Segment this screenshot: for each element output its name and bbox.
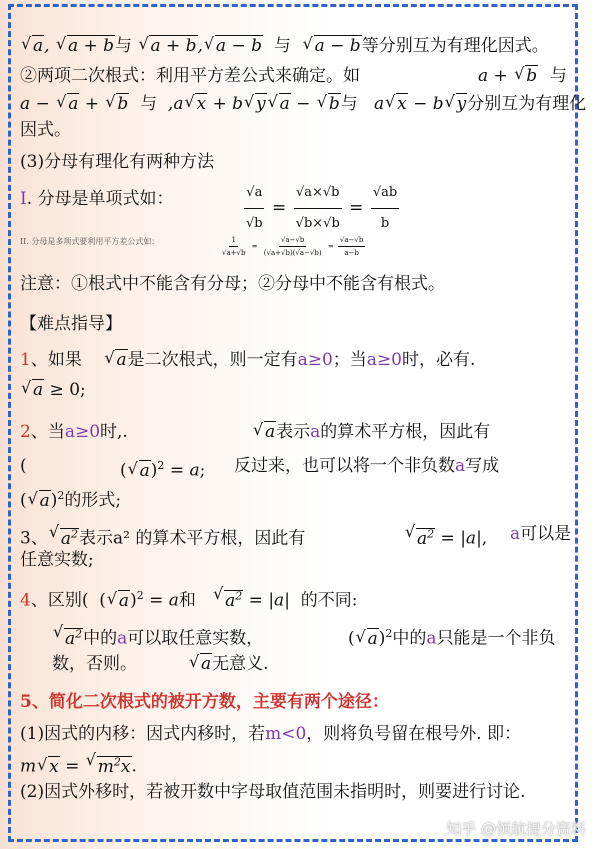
math-sqrt-a: √ a [21, 34, 44, 56]
line-14: ( √ a)$^2$的形式; [20, 488, 122, 511]
line-10: 1、如果 √ a是二次根式，则一定有a≥0；当a≥0时，必有. [20, 348, 476, 370]
text-1b: 是二次根式，则一定有 [127, 350, 298, 370]
line-21 [20, 722, 574, 746]
text-yu-2: 与 [273, 36, 291, 56]
item-number-1: 1 [20, 350, 31, 370]
text-yu-4: 与 [140, 94, 158, 114]
line-17: 4、区别( ( √ a)$^2$ = a和 √ $a^2 = |a|$ 的不同: [20, 584, 358, 611]
formula-polynomial: $\frac{1}{√a+√b}$ = $\frac{√a-√b}{(√a+√b)(√a-√b)}$ = $\frac{√a-√b}{a-b}$ [222, 236, 364, 257]
text-reverse [234, 454, 499, 478]
text-5f: 只能是一个非负 [436, 628, 556, 649]
section-simplify-radicand: 5、简化二次根式的被开方数，主要有两个途径： [20, 692, 389, 712]
item-number-2: 2 [20, 422, 31, 442]
text-5e: a [426, 628, 437, 649]
math-sqrt-a-plus-b: √ a + b [55, 34, 115, 56]
text-3c2: a [510, 524, 521, 544]
line-16 [20, 548, 574, 572]
text-3b2: 表示a² 的算术平方根，因此有 [78, 528, 306, 549]
line-4 [20, 118, 574, 142]
text-line1-rest: 等分别互为有理化因式。 [361, 36, 549, 56]
text-6a: 数，否则。 [52, 654, 137, 674]
formula-monomial: $\frac{√a}{√b}$ = $\frac{√a\times√b}{√b\times√b}$ = $\frac{√ab}{b}$ [242, 178, 401, 239]
text-5c: 可以取任意实数， [127, 628, 264, 649]
text-3b: 反过来，也可以将一个非负数 [234, 456, 455, 476]
text-yu-3: 与 [550, 66, 567, 86]
text-notice: 注意：①根式中不能含有分母；②分母中不能含有根式。 [20, 274, 445, 294]
text-5b: a [117, 628, 128, 649]
text-1a: 、如果 [30, 350, 82, 370]
line-1: √ a, √ a + b与 √ a + b, √ a − b 与 √ a − b等分别互为有理化因式。 [21, 34, 549, 56]
text-4a: 、区别( [30, 590, 89, 611]
math-sqrt-a-plus-b-2: √ a + b [138, 34, 197, 56]
line-2 [20, 64, 574, 88]
item-number-4: 4 [20, 590, 31, 611]
line-9 [20, 312, 574, 336]
text-5a: 中的 [83, 628, 118, 649]
text-2d: 表示 [276, 422, 311, 442]
text-1c: a≥0 [297, 350, 333, 370]
text-7b: m<0 [265, 724, 307, 744]
text-3d: 写成 [465, 456, 500, 476]
math-sqrt-a2-eq-abs: √ $a^2 = |a|$, [405, 522, 488, 549]
text-2e: a [310, 422, 321, 442]
line-12: 2、当a≥0时,. √ a表示a的算术平方根，因此有 [20, 420, 491, 442]
watermark: 知乎 @领航提分资料 [446, 820, 586, 838]
text-polynomial-denominator: II. 分母是多项式要利用平方差公式如： [20, 237, 160, 246]
line-20 [20, 690, 574, 714]
line-13 [20, 454, 574, 481]
text-3c: a [455, 456, 466, 476]
text-2b: a≥0 [64, 422, 101, 442]
line-19: 数，否则。 √ a无意义. [52, 652, 269, 674]
text-1e: a≥0 [366, 350, 402, 370]
line-23 [20, 780, 574, 804]
text-rationalize-methods: (3)分母有理化有两种方法 [20, 152, 215, 172]
text-1d: ；当 [332, 350, 367, 370]
section-difficulty-guide: 【难点指导】 [20, 314, 122, 334]
text-4b: 和 [178, 590, 196, 611]
line-6 [20, 184, 574, 231]
text-yu: 与 [115, 36, 133, 56]
line-18: √ $a^2$中的a可以取任意实数， ( √ a)$^2$中的a只能是一个非负 [53, 622, 556, 649]
text-factor-out: (2)因式外移时，若被开数中字母取值范围未指明时，则要进行讨论. [20, 782, 526, 802]
line-15: 3、 √ $a^2$表示a² 的算术平方根，因此有 √ $a^2 = |a|$, a可以是 [20, 522, 572, 549]
math-sqrt-a-squared-eq-a: ( √ a)$^2$ = a; [120, 458, 206, 481]
line-22: m √ x = √ $m^2x$. [20, 750, 137, 777]
text-two-terms: ②两项二次根式：利用平方差公式来确定。如 [20, 66, 360, 86]
text-yinshi: 因式。 [20, 120, 71, 140]
item-number-3: 3、 [20, 528, 48, 549]
text-line3-rest: 分别互为有理化 [467, 94, 587, 114]
text-7c: ，则将负号留在根号外. 即： [306, 724, 522, 744]
text-any-real: 任意实数; [20, 550, 94, 570]
line-5 [20, 150, 574, 174]
line-8 [20, 272, 574, 296]
text-3a: ( [20, 456, 27, 476]
text-4c: 的不同: [300, 590, 358, 611]
text-form: 的形式; [64, 490, 122, 511]
math-sqrt-a-minus-b-2: √ a − b [302, 34, 361, 56]
line-11: √ a ≥ 0; [21, 378, 86, 400]
text-2c: 时,. [100, 422, 128, 442]
text-7a: (1)因式的内移：因式内移时，若 [20, 724, 266, 744]
text-yu-5: 与 [340, 94, 358, 114]
line-3: a − √ a + √ b 与 ,a √ x + b √ y √ a − √ b与 a √ x − b √ y分别互为有理化 [20, 92, 587, 114]
text-5d: 中的 [392, 628, 427, 649]
math-sqrt-a-minus-b: √ a − b [203, 34, 262, 56]
text-1f: 时，必有. [402, 350, 476, 370]
text-monomial-denominator: . 分母是单项式如： [26, 189, 174, 209]
numeral-i: I [20, 189, 27, 209]
text-ge-zero: ≥ 0; [49, 380, 86, 400]
text-2a: 、当 [30, 422, 65, 442]
text-6b: 无意义. [212, 654, 269, 674]
line-7 [20, 236, 574, 257]
text-2f: 的算术平方根，因此有 [320, 422, 491, 442]
math-a-plus-sqrt-b: a + √ b [478, 64, 538, 86]
text-3d2: 可以是 [520, 524, 572, 544]
